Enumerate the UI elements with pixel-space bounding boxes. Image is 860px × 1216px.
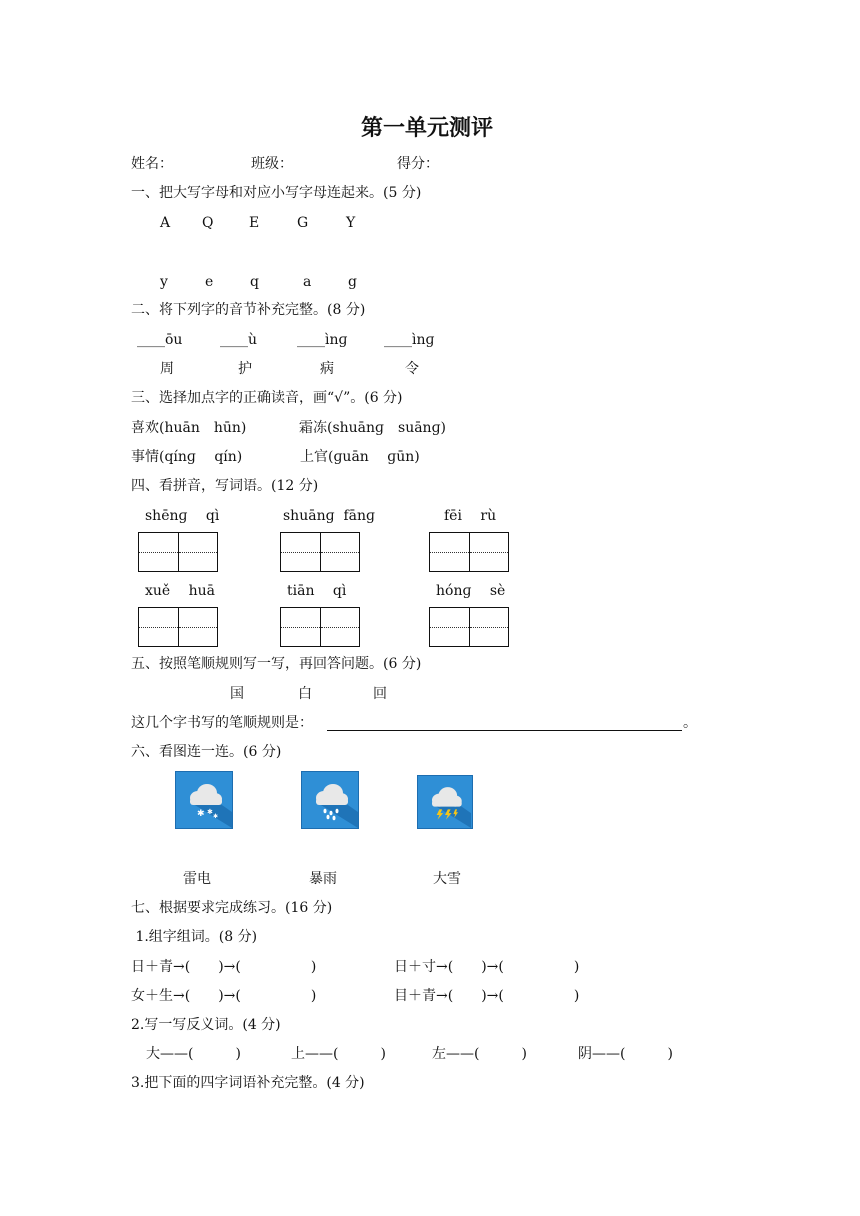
q1-lower-letter: y [160, 274, 168, 290]
svg-text:✱: ✱ [197, 809, 205, 819]
q3-item[interactable]: 喜欢(huān hūn) [131, 420, 247, 436]
q1-upper-letter: G [297, 215, 309, 231]
q3-item[interactable]: 上官(ɡuān ɡūn) [300, 449, 420, 465]
q5-char: 回 [373, 686, 387, 702]
q3-title: 三、选择加点字的正确读音，画“√”。(6 分) [131, 390, 403, 406]
antonym-item[interactable]: 左——( ) [432, 1046, 527, 1062]
q2-syllable-blank[interactable]: ____ìnɡ [297, 332, 348, 348]
q4-pinyin: shuānɡ fānɡ [283, 508, 375, 524]
q2-char: 护 [238, 361, 252, 377]
antonym-item[interactable]: 上——( ) [291, 1046, 386, 1062]
q4-pinyin: hónɡ sè [436, 583, 506, 599]
q4-pinyin: fēi rù [444, 508, 497, 524]
q1-upper-letter: Q [202, 215, 214, 231]
writing-grid[interactable] [280, 607, 360, 647]
writing-grid[interactable] [138, 607, 218, 647]
writing-grid[interactable] [429, 607, 509, 647]
q1-upper-letter: Y [346, 215, 356, 231]
q4-pinyin: tiān qì [287, 583, 347, 599]
q2-char: 令 [405, 361, 419, 377]
thunder-cloud-icon [417, 775, 473, 829]
writing-grid[interactable] [138, 532, 218, 572]
answer-line[interactable] [327, 730, 682, 731]
q2-syllable-blank[interactable]: ____ōu [137, 332, 183, 348]
q3-item[interactable]: 霜冻(shuānɡ suānɡ) [299, 420, 446, 436]
page-title: 第一单元测评 [361, 115, 494, 141]
word-building-item[interactable]: 日＋青→( )→( ) [131, 959, 317, 975]
q5-title: 五、按照笔顺规则写一写，再回答问题。(6 分) [131, 656, 422, 672]
q5-char: 国 [230, 686, 244, 702]
q5-char: 白 [298, 686, 312, 702]
q4-pinyin: xuě huā [145, 583, 216, 599]
class-label: 班级： [251, 156, 293, 172]
q7-sub3-title: 3.把下面的四字词语补充完整。(4 分) [131, 1075, 365, 1091]
q1-title: 一、把大写字母和对应小写字母连起来。(5 分) [131, 185, 422, 201]
q2-syllable-blank[interactable]: ____ù [220, 332, 258, 348]
score-label: 得分： [397, 156, 439, 172]
rain-cloud-icon [301, 771, 359, 829]
q5-prompt: 这几个字书写的笔顺规则是： [131, 715, 313, 731]
snow-cloud-icon [175, 771, 233, 829]
q1-lower-letter: g [348, 274, 357, 290]
writing-grid[interactable] [280, 532, 360, 572]
q1-lower-letter: e [205, 274, 214, 290]
q7-title: 七、根据要求完成练习。(16 分) [131, 900, 333, 916]
q1-upper-letter: A [160, 215, 171, 231]
q1-lower-letter: q [250, 274, 259, 290]
word-building-item[interactable]: 日＋寸→( )→( ) [394, 959, 580, 975]
q1-lower-letter: a [303, 274, 312, 290]
word-building-item[interactable]: 女＋生→( )→( ) [131, 988, 317, 1004]
word-building-item[interactable]: 目＋青→( )→( ) [394, 988, 580, 1004]
q6-label: 雷电 [183, 871, 211, 887]
q7-sub2-title: 2.写一写反义词。(4 分) [131, 1017, 281, 1033]
q7-sub1-title: 1.组字组词。(8 分) [131, 929, 258, 945]
q4-pinyin: shēnɡ qì [145, 508, 220, 524]
q6-title: 六、看图连一连。(6 分) [131, 744, 282, 760]
q2-char: 病 [320, 361, 334, 377]
q2-title: 二、将下列字的音节补充完整。(8 分) [131, 302, 366, 318]
antonym-item[interactable]: 大——( ) [146, 1046, 241, 1062]
svg-text:✱: ✱ [213, 813, 219, 820]
q4-title: 四、看拼音，写词语。(12 分) [131, 478, 319, 494]
name-label: 姓名： [131, 156, 173, 172]
svg-text:✱: ✱ [207, 808, 213, 816]
q2-syllable-blank[interactable]: ____ìnɡ [384, 332, 435, 348]
q6-label: 暴雨 [309, 871, 337, 887]
writing-grid[interactable] [429, 532, 509, 572]
q1-upper-letter: E [249, 215, 260, 231]
q3-item[interactable]: 事情(qínɡ qín) [131, 449, 243, 465]
q2-char: 周 [160, 361, 174, 377]
q5-period: 。 [683, 715, 697, 731]
antonym-item[interactable]: 阴——( ) [578, 1046, 673, 1062]
q6-label: 大雪 [433, 871, 461, 887]
